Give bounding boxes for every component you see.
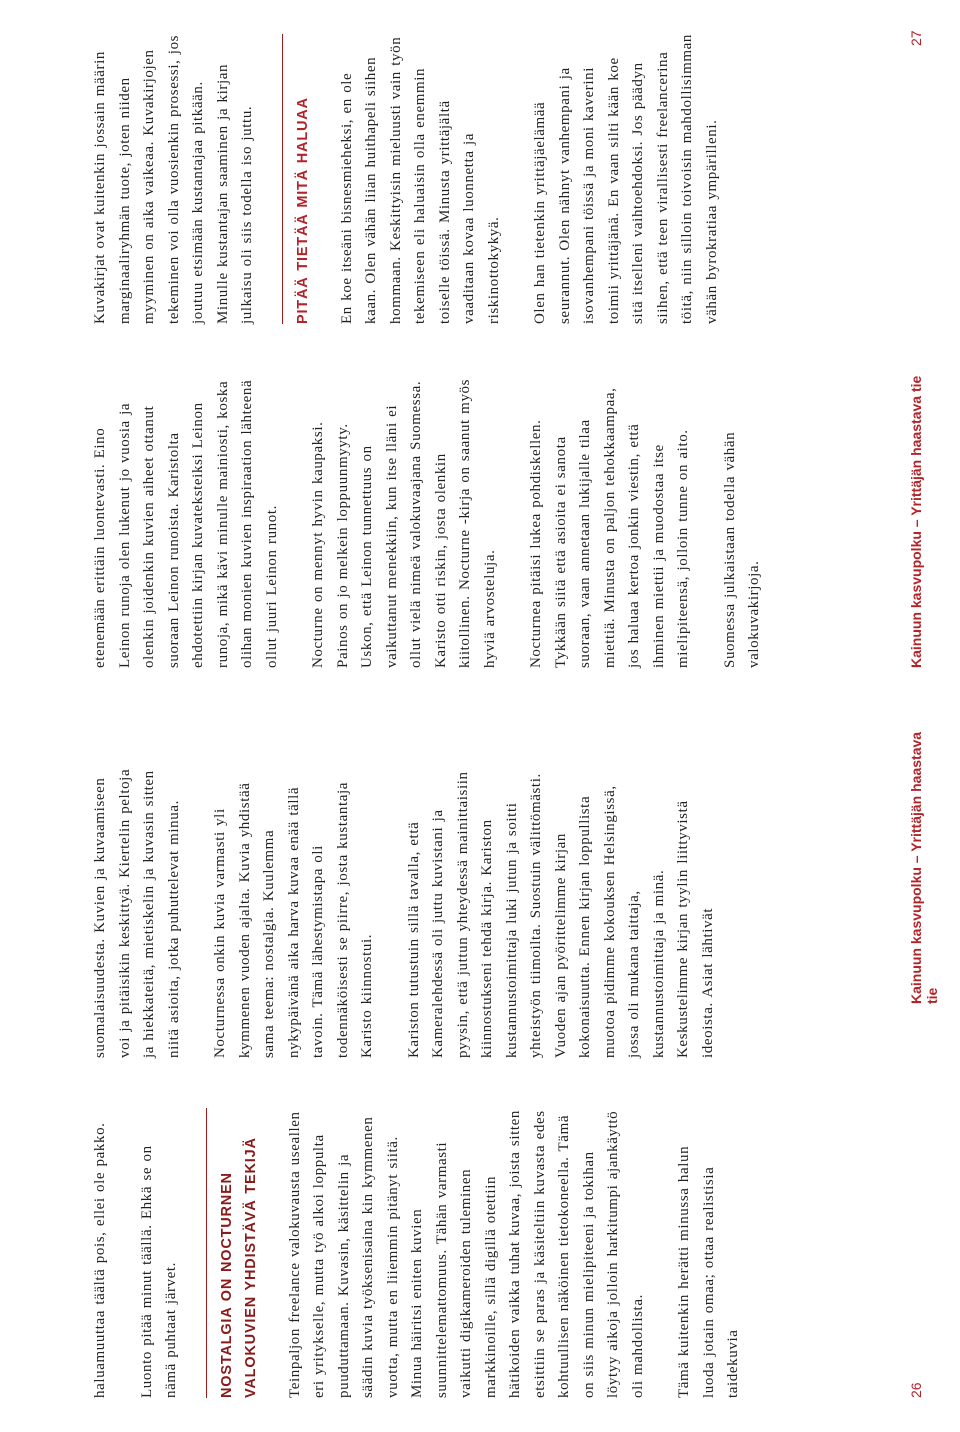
running-footer: Kainuun kasvupolku – Yrittäjän haastava tie bbox=[908, 731, 940, 1004]
paragraph: etenemään erittäin luontevasti. Eino Leinon runoja olen lukenut jo vuosia ja olenkin joidenkin kuvien aiheet ottanut suoraan Leinon runoista. Karistolta ehdotettiin kirjan kuvateksteiksi Leinon runoja, mikä kävi minulle mainiosti, koska olihan monien kuvien inspiraation lähteenä ollut juuri Leinon runot. bbox=[92, 379, 280, 668]
left-page bbox=[0, 716, 960, 1432]
right-column-1 bbox=[88, 378, 789, 668]
paragraph: Olen han tietenkin yrittäjäelämää seurannut. Olen nähnyt vanhempani ja isovanhempani töissä ja moni kaverini toimii yrittäjänä. En vaan silti kään koe sitä itselleni vaihtoehdoksi. Jos päädyn siihen, että teen virallisesti freelancerina töitä, niin silloin toivoisin mahdollisimman vähän byrokratiaa ympärilleni. bbox=[532, 34, 720, 324]
paragraph: Teinpaljon freelance valokuvausta useallen eri yritykselle, mutta työ alkoi loppulta puuduttamaan. Kuvasin, käsittelin ja säädin kuvia työksenisaina kin kymmenen vuotta, mutta en liiemmin pitänyt siitä. Minua häiritsi eniten kuvien suunnittelemattomuus. Tähän varmasti vaikutti digikameroiden tuleminen markkinoille, sillä digillä otettiin hätikoiden vaikka tuhat kuvaa, joista sitten etsittiin se paras ja käsiteltiin kuvasta edes kohtuullisen näköinen tietokoneella. Tämä on siis minun mielipiteeni ja tokihan löytyy aikoja jolloin harkitumpi ajankäyttö oli mahdollista. bbox=[286, 1109, 646, 1398]
section-heading-nostalgia: NOSTALGIA ON NOCTURNEN VALOKUVIEN YHDISTÄVÄ TEKIJÄ bbox=[206, 1108, 263, 1398]
paragraph: Suomessa julkaistaan todella vähän valokuvakirjoja. bbox=[721, 431, 762, 668]
paragraph: Kuvakirjat ovat kuitenkin jossain määrin marginaaliryhmän tuote, joten niiden myyminen on aika vaikeaa. Kuvakirjojen tekeminen voi olla vuosienkin prosessi, jos joutuu etsimään kustantajaa pitkään. Minulle kustantajan saaminen ja kirjan julkaisu oli siis todella iso juttu. bbox=[92, 34, 255, 324]
left-column-2 bbox=[88, 768, 742, 1058]
left-column-1 bbox=[88, 1108, 768, 1398]
page-number: 27 bbox=[908, 30, 924, 46]
section-heading-pitaa-tietaa: PITÄÄ TIETÄÄ MITÄ HALUAA bbox=[282, 34, 315, 324]
paragraph: haluamuuttaa täältä pois, ellei ole pakko. bbox=[92, 1122, 108, 1398]
right-column-2 bbox=[88, 34, 746, 324]
paragraph: Nocturnessa onkin kuvia varmasti yli kymmenen vuoden ajalta. Kuvia yhdistää sama teema: nostalgia. Kuulemma nykypäivänä aika harva kuvaa enää tällä tavoin. Tämä lähestymistapa oli todennäköisesti se piirre, josta kustantaja Karisto kiinnostui. bbox=[212, 782, 375, 1058]
paragraph: Nocturne on mennyt hyvin kaupaksi. Painos on jo melkein loppuunmyyty. Uskon, että Leinon tunnettuus on vaikuttanut menekkiin, kun itse lläni ei ollut vielä nimeä valokuvaajana Suomessa. Karisto otti riskin, josta olenkin kiitollinen. Nocturne -kirja on saanut myös hyviä arvosteluja. bbox=[310, 378, 498, 668]
running-footer: Kainuun kasvupolku – Yrittäjän haastava tie bbox=[908, 375, 924, 668]
paragraph: Luonto pitää minut täällä. Ehkä se on nämä puhtaat järvet. bbox=[138, 1145, 179, 1398]
paragraph: Nocturnea pitäisi lukea pohdiskellen. Tykkään siitä että asioita ei sanota suoraan, vaan annetaan lukijalle tilaa miettiä. Minusta on paljon tehokkaampaa, jos haluaa kertoa jonkin viestin, että ihminen miettii ja muodostaa itse mielipiteensä, jolloin tunne on aito. bbox=[528, 387, 691, 668]
paragraph: suomalaisuudesta. Kuvien ja kuvaamiseen voi ja pitäisikin keskittyä. Kiertelin peltoja ja hiekkateitä, mietiskelin ja kuvasin sitten niitä asioita, jotka puhuttelevat minua. bbox=[92, 768, 182, 1058]
paragraph: Tämä kuitenkin herätti minussa halun luoda jotain omaa; ottaa realistisia taidekuvia bbox=[676, 1145, 741, 1398]
page-number: 26 bbox=[908, 1382, 924, 1398]
paragraph: En koe itseäni bisnesmieheksi, en ole kaan. Olen vähän liian huithapeli siihen hommaan. Keskittyisin mieluusti vain työn tekemiseen eli haluaisin olla enemmin toiselle töissä. Minusta yrittäjältä vaaditaan kovaa luonnetta ja riskinottokykyä. bbox=[338, 36, 502, 324]
paragraph: Kariston tutustuin sillä tavalla, että Kameralehdessä oli juttu kuvistani ja pyysin, että juttun yhteydessä mainittaisiin kiinnostukseni tehdä kirja. Kariston kustannustoimittaja luki jutun ja soitti yhteistyön tiimoilta. Suostuin välittömästi. Vuoden ajan pyörittelimme kirjan kokonaisuutta. Ennen kirjan loppullista muotoa pidimme kokouksen Helsingissä, jossa oli mukana taittaja, kustannustoimittaja ja minä. Keskustelimme kirjan tyylin liittyvistä ideoista. Asiat lähtivät bbox=[405, 771, 716, 1058]
